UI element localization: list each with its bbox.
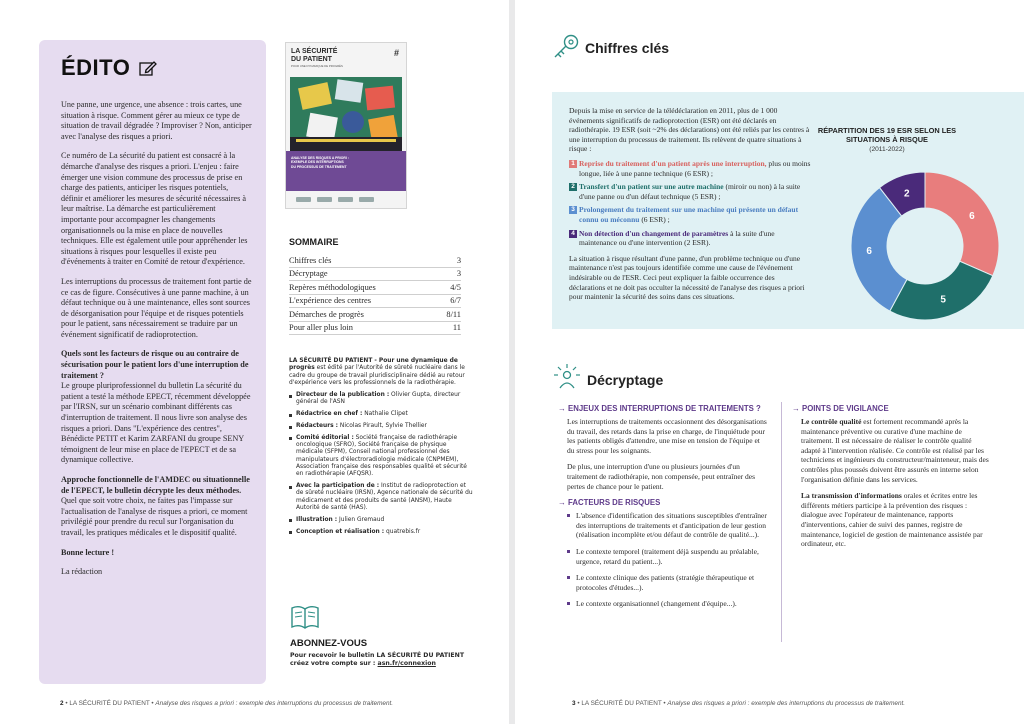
edito-paragraph: Une panne, une urgence, une absence : trois cartes, une situation à risque. Comment gérer au mieux ce type de situation de travail dégradée ? Improviser ? Non, anticiper avec l'analyse des risques a priori. <box>61 100 252 141</box>
donut-value-label: 6 <box>969 210 975 222</box>
situation-bold: Reprise du traitement d'un patient après une interruption, <box>579 158 767 168</box>
sommaire-page: 6/7 <box>450 296 461 306</box>
situation-bold: Non détection d'un changement de paramètres <box>579 228 729 238</box>
credits-item <box>289 517 475 524</box>
situation-text: (miroir ou non) à la suite d'une panne ou d'un défaut technique (5 ESR) ; <box>579 182 801 201</box>
sommaire-title: SOMMAIRE <box>289 237 339 247</box>
sommaire-item[interactable] <box>289 254 461 268</box>
edito-title: ÉDITO <box>61 54 131 80</box>
enjeux-title: → ENJEUX DES INTERRUPTIONS DE TRAITEMENTS ? <box>558 404 768 413</box>
cover-number: # <box>393 48 399 58</box>
situation-bold: Transfert d'un patient sur une autre machine <box>579 182 724 192</box>
sommaire-list <box>289 254 461 335</box>
edito-closing: Bonne lecture ! <box>61 547 115 557</box>
abonnez-link[interactable]: asn.fr/connexion <box>377 660 436 667</box>
key-icon <box>552 33 580 59</box>
situation-number: 2 <box>569 183 577 191</box>
cover-band-line: ANALYSE DES RISQUES A PRIORI : <box>291 156 349 160</box>
cover-subtitle: POUR UNE DYNAMIQUE DE PROGRÈS <box>291 64 343 68</box>
footer-left <box>60 700 393 707</box>
facteur-item: L'absence d'identification des situations susceptibles d'entraîner des interruptions de traitements et d'anticipation de leur gestion (réalisation incomplète et/ou défaut de contrôle de qualité...). <box>567 511 768 540</box>
enjeux-paragraph: De plus, une interruption d'une ou plusieurs journées d'un traitement de radiothérapie, non compensée, peut entraîner des pertes de chance pour le patient. <box>567 462 756 491</box>
sommaire-page: 3 <box>456 255 461 265</box>
situation-number: 3 <box>569 206 577 214</box>
footer-page-number: 3 <box>572 700 576 707</box>
credits-list <box>289 392 475 536</box>
sommaire-item[interactable] <box>289 295 461 309</box>
chiffres-intro: Depuis la mise en service de la télédéclaration en 2011, plus de 1 000 événements significatifs de radioprotection (ESR) ont été déclarés en radiothérapie. 19 ESR (soit ~2% des déclarations) ont été reliés par les centres à une interruption du processus de traitement. Ils relèvent de quatre situations à risque : <box>569 106 810 154</box>
sommaire-label: Démarches de progrès <box>289 309 364 319</box>
sommaire-page: 4/5 <box>450 282 461 292</box>
footer-page-number: 2 <box>60 700 64 707</box>
sommaire-page: 11 <box>452 323 461 333</box>
sommaire-item[interactable] <box>289 268 461 282</box>
column-divider <box>781 402 782 642</box>
cover-illustration <box>290 77 402 151</box>
edito-approach <box>61 475 252 539</box>
footer-right <box>572 700 905 707</box>
page-right <box>515 0 1024 724</box>
decryptage-title: Décryptage <box>587 372 664 388</box>
credits-block <box>289 358 475 540</box>
credits-value: Institut de radioprotection et de sûreté nucléaire (IRSN), Agence nationale de sécurité du médicament et des produits de santé (ANSM), Haute Autorité de santé (HAS). <box>296 483 473 512</box>
cover-title-line1: LA SÉCURITÉ <box>291 48 338 55</box>
cover-band <box>286 151 406 191</box>
donut-chart <box>849 170 1001 322</box>
credits-label: Rédacteurs : <box>296 423 339 430</box>
credits-item <box>289 423 475 430</box>
footer-brand: • LA SÉCURITÉ DU PATIENT • <box>575 700 668 707</box>
footer-title: Analyse des risques a priori : exemple des interruptions du processus de traitement. <box>155 700 394 707</box>
credits-lead-text: est édité par l'Autorité de sûreté nucléaire dans le cadre du groupe de travail pluridisciplinaire dédié au retour d'expérience vers les professionnels de la radiothérapie. <box>289 365 465 386</box>
situation-item <box>569 229 811 248</box>
sommaire-item[interactable] <box>289 281 461 295</box>
edito-question-text: Le groupe pluriprofessionnel du bulletin La sécurité du patient a testé la méthode EPECT, récemment développée par l'IRSN, sur un scénario combinant différents cas d'interruption de traitement. Il nous livre son analyse des risques a priori. Dans "L'expérience des centres", Bénédicte PETIT et Karim ZARFANI du groupe SENY témoignent de leur mise en place de l'EPECT et de sa dynamique collective. <box>61 381 251 465</box>
cover-band-line: EXEMPLE DES INTERRUPTIONS <box>291 160 344 165</box>
sommaire-item[interactable] <box>289 308 461 322</box>
vigilance-paragraph <box>801 417 992 484</box>
credits-value: Julien Gremaud <box>337 516 385 523</box>
credits-item <box>289 392 475 407</box>
edito-signature: La rédaction <box>61 567 103 577</box>
footer-title: Analyse des risques a priori : exemple des interruptions du processus de traitement. <box>667 700 906 707</box>
credits-value: Société française de radiothérapie oncologique (SFRO), Société française de physique médicale (SFPM), Conseil national professionnel des manipulateurs d'électroradiologie médicale (CNPMEM), Association française des responsables qualité et sécurité en radiothérapie (AFQSR). <box>296 434 467 478</box>
facteur-item: Le contexte organisationnel (changement d'équipe...). <box>567 599 768 609</box>
cover-logos <box>296 195 396 203</box>
sommaire-page: 8/11 <box>446 309 461 319</box>
situation-bold: Prolongement du traitement sur une machine qui présente un défaut connu ou méconnu <box>579 205 799 224</box>
credits-label: Directeur de la publication : <box>296 392 390 399</box>
decryptage-left-column <box>558 404 768 616</box>
abonnez-line2: créez votre compte sur : <box>290 660 378 667</box>
credits-value: Nathalie Clipet <box>362 411 408 418</box>
donut-value-label: 6 <box>866 246 872 258</box>
abonnez-title: ABONNEZ-VOUS <box>290 638 368 649</box>
credits-value: Olivier Gupta, directeur général de l'ASN <box>296 392 461 406</box>
chiffres-conclusion: La situation à risque résultant d'une panne, d'un problème technique ou d'une maintenance n'est pas toujours identifiée comme une cause de l'événement indésirable ou de l'ESR. Ceci peut expliquer la faible occurrence des déclarations et ne doit pas occulter la nécessité de l'analyse des risques a priori pour maintenir la sécurité des soins dans ces situations. <box>569 253 805 302</box>
chiffres-title: Chiffres clés <box>585 40 670 56</box>
vigilance-text: orales et écrites entre les différents métiers participe à la prévention des risques : dialogue avec l'opérateur de maintenance, rapports d'interventions, cahier de suivi des pannes, registre de maintenance, logiciel de gestion de maintenance assistée par ordinateur, etc. <box>801 491 983 549</box>
edito-question-bold: Quels sont les facteurs de risque ou au contraire de sécurisation pour le patient lors d'une interruption de traitement ? <box>61 349 249 380</box>
credits-value: Nicolas Pirault, Sylvie Thellier <box>338 423 427 430</box>
sommaire-label: Repères méthodologiques <box>289 282 376 292</box>
situation-text: à la suite d'une maintenance ou d'une intervention (2 ESR). <box>579 228 775 248</box>
page-left <box>0 0 509 724</box>
chiffres-text <box>569 106 811 307</box>
edito-approach-bold: Approche fonctionnelle de l'AMDEC ou situationnelle de l'EPECT, le bulletin décrypte les deux méthodes. <box>61 475 250 495</box>
chart-title: RÉPARTITION DES 19 ESR SELON LES SITUATIONS À RISQUE <box>817 126 957 144</box>
cover-title-line2: DU PATIENT <box>291 55 332 63</box>
situation-text: (6 ESR) ; <box>639 214 670 224</box>
cover-title <box>286 43 406 63</box>
situation-item <box>569 205 811 224</box>
enjeux-paragraph: Les interruptions de traitements occasionnent des désorganisations du travail, des retards dans la prise en charge, de l'inquiétude pour les patients obligés d'attendre, une mise en tension de l'équipe et du stress pour les soignants. <box>567 417 767 455</box>
bulletin-cover <box>285 42 407 209</box>
sommaire-page: 3 <box>456 269 461 279</box>
vigilance-text: est fortement recommandé après la maintenance préventive ou curative d'une machine de traitement. Il est nécessaire de réaliser le contrôle qualité adapté à l'intervention réalisée. Ce contrôle est réalisé par les techniciens et ingénieurs du constructeur/mainteneur, mais des contrôles plus poussés doivent être assurés en interne selon l'organisation définie dans les services. <box>801 417 989 484</box>
sommaire-label: Pour aller plus loin <box>289 323 353 333</box>
sommaire-label: L'expérience des centres <box>289 296 371 306</box>
decryptage-right-column <box>792 404 992 556</box>
credits-value: quatrebis.fr <box>384 528 421 535</box>
facteur-item: Le contexte temporel (traitement déjà suspendu au préalable, urgence, retard du patient...). <box>567 547 768 566</box>
credits-lead-bold: LA SÉCURITÉ DU PATIENT - Pour une dynamique de progrès <box>289 358 458 372</box>
radiating-person-icon <box>552 362 582 390</box>
footer-brand: • LA SÉCURITÉ DU PATIENT • <box>63 700 156 707</box>
edito-approach-text: Quel que soit votre choix, ne faites pas l'impasse sur l'actualisation de l'analyse de risques a priori, ce moment privilégié pour prendre du recul sur l'organisation du travail, les pratiques médicales et le dispositif qualité. <box>61 496 248 537</box>
abonnez-text <box>290 652 490 668</box>
donut-slice <box>925 172 999 276</box>
situation-number: 1 <box>569 160 577 168</box>
facteur-item: Le contexte clinique des patients (stratégie thérapeutique et protocoles d'études...). <box>567 573 768 592</box>
credits-label: Comité éditorial : <box>296 434 354 441</box>
vigilance-paragraph <box>801 491 992 549</box>
credits-item <box>289 483 475 512</box>
sommaire-item[interactable] <box>289 322 461 336</box>
edito-question <box>61 349 252 466</box>
pen-icon <box>138 58 158 78</box>
facteurs-list <box>558 511 768 609</box>
credits-lead <box>289 358 475 387</box>
facteurs-title: → FACTEURS DE RISQUES <box>558 498 768 507</box>
situation-item <box>569 182 811 201</box>
credits-label: Rédactrice en chef : <box>296 411 363 418</box>
donut-value-label: 5 <box>940 294 946 306</box>
vigilance-title: → POINTS DE VIGILANCE <box>792 404 992 413</box>
credits-item <box>289 529 475 536</box>
chart-subtitle: (2011-2022) <box>869 146 905 153</box>
credits-label: Conception et réalisation : <box>296 528 385 535</box>
donut-slice <box>890 261 993 320</box>
edito-heading <box>61 54 252 80</box>
edito-paragraph: Les interruptions du processus de traitement font partie de ce cas de figure. Consécutives à une panne machine, à un défaut technique ou à une maintenance, elles sont sources de désorganisation pour l'équipe et de risques potentiels pour le patient, sans nécessairement se traduire par un événement significatif de radioprotection. <box>61 276 252 339</box>
sommaire-label: Décryptage <box>289 269 328 279</box>
edito-paragraph: Ce numéro de La sécurité du patient est consacré à la démarche d'analyse des risques a priori. L'enjeu : faire émerger une vision commune des processus de prise en charge des patients, anticiper les risques potentiels, définir et améliorer les mesures de sécurité nécessaires à leur maîtrise. La démarche est particulièrement importante pour accompagner les changements organisationnels ou la mise en place de nouvelles techniques. Elle est également utile pour appréhender les situations à risques pour lesquelles il existe peu d'événements à traiter en Comité de retour d'expérience. <box>61 151 248 267</box>
vigilance-bold: Le contrôle qualité <box>801 417 862 426</box>
cover-band-line: DU PROCESSUS DE TRAITEMENT <box>291 164 347 169</box>
credits-label: Illustration : <box>296 516 338 523</box>
credits-item <box>289 435 475 479</box>
donut-value-label: 2 <box>904 188 910 200</box>
edito-box <box>39 40 266 684</box>
abonnez-line1: Pour recevoir le bulletin LA SÉCURITÉ DU PATIENT <box>290 652 465 659</box>
book-icon <box>290 603 320 631</box>
situation-text: plus ou moins longue, liée à une panne technique (6 ESR) ; <box>579 158 811 178</box>
credits-item <box>289 411 475 418</box>
sommaire-label: Chiffres clés <box>289 255 332 265</box>
vigilance-bold: La transmission d'informations <box>801 491 902 501</box>
situation-item <box>569 159 811 178</box>
situation-number: 4 <box>569 230 577 238</box>
credits-label: Avec la participation de : <box>296 483 380 490</box>
